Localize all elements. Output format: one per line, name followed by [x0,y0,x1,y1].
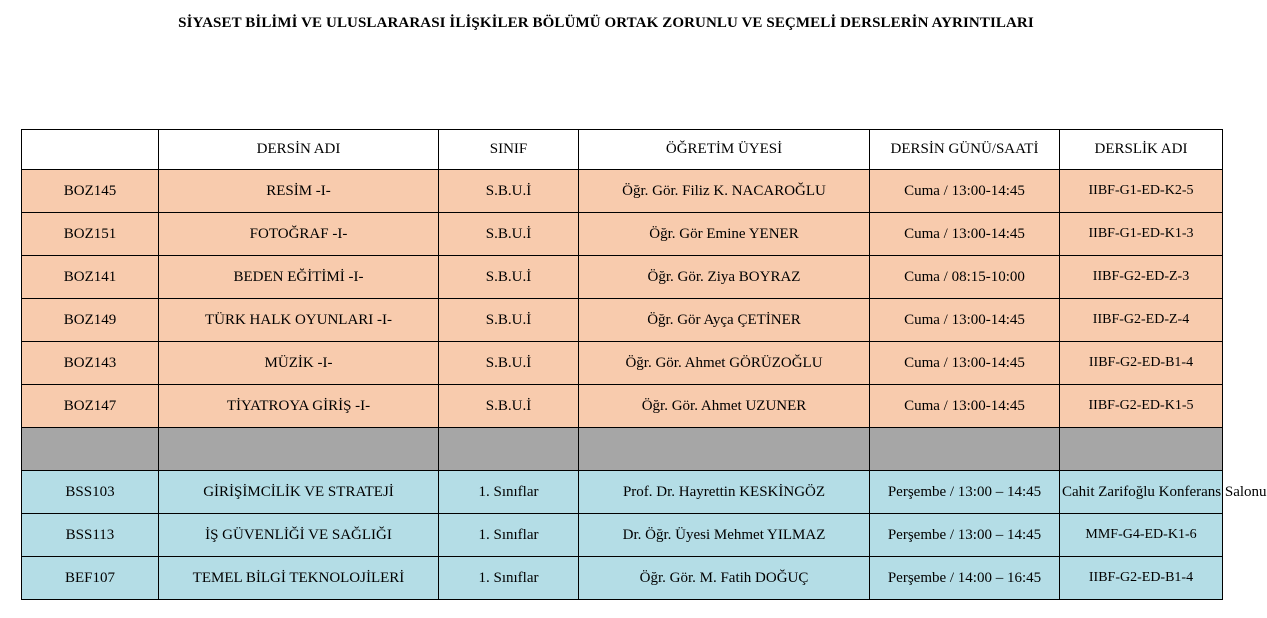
course-class: 1. Sınıflar [439,514,579,557]
header-day-time: DERSİN GÜNÜ/SAATİ [870,130,1060,170]
course-time: Cuma / 13:00-14:45 [870,385,1060,428]
course-name: İŞ GÜVENLİĞİ VE SAĞLIĞI [159,514,439,557]
table-row [22,514,1223,557]
course-time: Cuma / 08:15-10:00 [870,256,1060,299]
course-instructor: Prof. Dr. Hayrettin KESKİNGÖZ [579,471,870,514]
course-name: BEDEN EĞİTİMİ -I- [159,256,439,299]
course-name: TÜRK HALK OYUNLARI -I- [159,299,439,342]
course-room: Cahit Zarifoğlu Konferans Salonu [1060,471,1223,514]
course-code: BOZ147 [22,385,159,428]
course-class: S.B.U.İ [439,385,579,428]
table-row [22,213,1223,256]
table-row [22,342,1223,385]
course-instructor: Öğr. Gör Ayça ÇETİNER [579,299,870,342]
course-class: S.B.U.İ [439,299,579,342]
table-row [22,299,1223,342]
course-code: BSS113 [22,514,159,557]
course-name: TEMEL BİLGİ TEKNOLOJİLERİ [159,557,439,600]
course-class: S.B.U.İ [439,213,579,256]
course-room: IIBF-G1-ED-K2-5 [1060,170,1223,213]
course-code: BSS103 [22,471,159,514]
separator-cell [439,428,579,471]
course-name: MÜZİK -I- [159,342,439,385]
course-instructor: Dr. Öğr. Üyesi Mehmet YILMAZ [579,514,870,557]
course-code: BOZ145 [22,170,159,213]
header-course-name: DERSİN ADI [159,130,439,170]
course-time: Cuma / 13:00-14:45 [870,170,1060,213]
separator-row [22,428,1223,471]
course-name: TİYATROYA GİRİŞ -I- [159,385,439,428]
separator-cell [159,428,439,471]
table-row [22,557,1223,600]
table-row [22,170,1223,213]
course-instructor: Öğr. Gör. Ahmet UZUNER [579,385,870,428]
separator-cell [1060,428,1223,471]
course-room: MMF-G4-ED-K1-6 [1060,514,1223,557]
course-code: BOZ151 [22,213,159,256]
table-row [22,385,1223,428]
course-instructor: Öğr. Gör Emine YENER [579,213,870,256]
separator-cell [579,428,870,471]
course-code: BOZ141 [22,256,159,299]
page-title: SİYASET BİLİMİ VE ULUSLARARASI İLİŞKİLER BÖLÜMÜ ORTAK ZORUNLU VE SEÇMELİ DERSLERİN AYRINTILARI [178,15,1034,31]
course-room: IIBF-G2-ED-B1-4 [1060,557,1223,600]
course-time: Perşembe / 13:00 – 14:45 [870,514,1060,557]
header-instructor: ÖĞRETİM ÜYESİ [579,130,870,170]
course-code: BEF107 [22,557,159,600]
course-name: RESİM -I- [159,170,439,213]
table-row [22,256,1223,299]
course-class: S.B.U.İ [439,256,579,299]
course-room: IIBF-G2-ED-Z-3 [1060,256,1223,299]
course-class: S.B.U.İ [439,342,579,385]
header-code [22,130,159,170]
course-time: Perşembe / 14:00 – 16:45 [870,557,1060,600]
course-room: IIBF-G1-ED-K1-3 [1060,213,1223,256]
course-instructor: Öğr. Gör. Filiz K. NACAROĞLU [579,170,870,213]
course-time: Cuma / 13:00-14:45 [870,342,1060,385]
course-code: BOZ143 [22,342,159,385]
course-name: GİRİŞİMCİLİK VE STRATEJİ [159,471,439,514]
course-time: Perşembe / 13:00 – 14:45 [870,471,1060,514]
header-class: SINIF [439,130,579,170]
course-room: IIBF-G2-ED-B1-4 [1060,342,1223,385]
separator-cell [870,428,1060,471]
course-class: 1. Sınıflar [439,471,579,514]
course-time: Cuma / 13:00-14:45 [870,299,1060,342]
course-instructor: Öğr. Gör. Ahmet GÖRÜZOĞLU [579,342,870,385]
course-code: BOZ149 [22,299,159,342]
course-class: 1. Sınıflar [439,557,579,600]
course-instructor: Öğr. Gör. M. Fatih DOĞUÇ [579,557,870,600]
course-class: S.B.U.İ [439,170,579,213]
course-name: FOTOĞRAF -I- [159,213,439,256]
table-header-row [22,130,1223,170]
course-time: Cuma / 13:00-14:45 [870,213,1060,256]
course-schedule-table [21,129,1267,600]
course-room: IIBF-G2-ED-Z-4 [1060,299,1223,342]
course-room: IIBF-G2-ED-K1-5 [1060,385,1223,428]
course-instructor: Öğr. Gör. Ziya BOYRAZ [579,256,870,299]
header-room: DERSLİK ADI [1060,130,1223,170]
separator-cell [22,428,159,471]
table-row [22,471,1223,514]
